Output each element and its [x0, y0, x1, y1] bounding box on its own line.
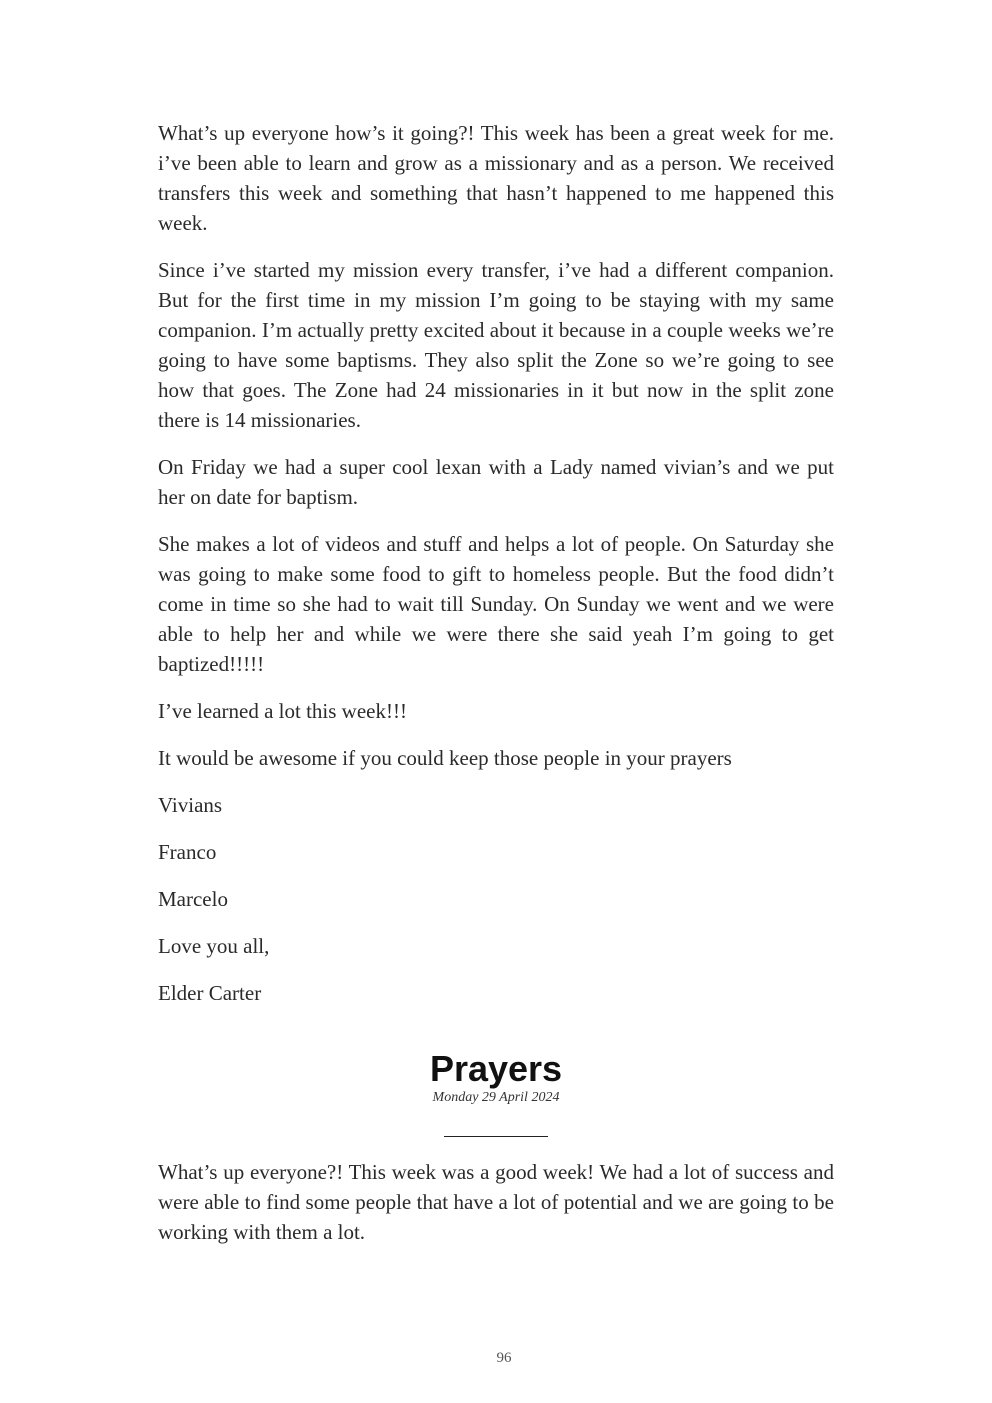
- letter-paragraph: What’s up everyone how’s it going?! This week has been a great week for me. i’ve been able to learn and grow as a missionary and as a person. We received transfers this week and something that hasn’t happened to me happened this week.: [158, 121, 834, 235]
- prayer-name: Franco: [158, 840, 217, 864]
- page-content: [158, 118, 834, 1264]
- letter-paragraph: She makes a lot of videos and stuff and helps a lot of people. On Saturday she was going to make some food to gift to homeless people. But the food didn’t come in time so she had to wait till Sunday. On Sunday we went and we were able to help her and while we were there she said yeah I’m going to get baptized!!!!!: [158, 532, 834, 676]
- letter-paragraph: Since i’ve started my mission every transfer, i’ve had a different companion. But for the first time in my mission I’m going to be staying with my same companion. I’m actually pretty excited about it because in a couple weeks we’re going to have some baptisms. They also split the Zone so we’re going to see how that goes. The Zone had 24 missionaries in it but now in the split zone there is 14 missionaries.: [158, 258, 834, 432]
- section-heading: [158, 1048, 834, 1137]
- letter-paragraph: On Friday we had a super cool lexan with a Lady named vivian’s and we put her on date for baptism.: [158, 455, 834, 509]
- prayer-name: Vivians: [158, 793, 223, 817]
- section-date: Monday 29 April 2024: [432, 1090, 560, 1105]
- letter-signature: Elder Carter: [158, 981, 262, 1005]
- letter-line: It would be awesome if you could keep those people in your prayers: [158, 746, 732, 770]
- letter-line: I’ve learned a lot this week!!!: [158, 699, 407, 723]
- page-number: 96: [496, 1350, 512, 1366]
- section-paragraph: What’s up everyone?! This week was a good week! We had a lot of success and were able to find some people that have a lot of potential and we are going to be working with them a lot.: [158, 1160, 834, 1244]
- prayer-name: Marcelo: [158, 887, 228, 911]
- letter-closing: Love you all,: [158, 934, 270, 958]
- section-divider: [444, 1136, 548, 1137]
- section-title: Prayers: [429, 1048, 563, 1089]
